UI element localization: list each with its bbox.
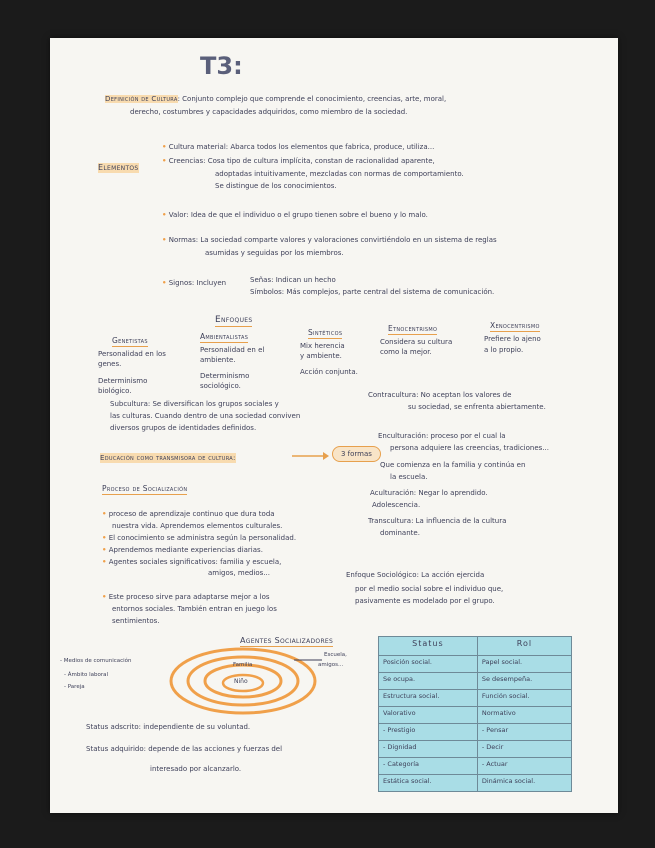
page-title: T3: bbox=[200, 52, 243, 80]
xenocentrismo-line: a lo propio. bbox=[484, 346, 524, 354]
ambientalistas-line: Personalidad en el bbox=[200, 346, 265, 354]
notebook-page bbox=[50, 38, 618, 813]
transcultura-line2: dominante. bbox=[380, 529, 420, 537]
ambito-label: - Ámbito laboral bbox=[64, 672, 109, 678]
normas-line2: asumidas y seguidas por los miembros. bbox=[205, 249, 344, 257]
etnocentrismo-head: Etnocentrismo bbox=[388, 324, 438, 333]
senas-item: Señas: Indican un hecho bbox=[250, 276, 336, 284]
table-header-status: Status bbox=[379, 637, 478, 656]
subcultura-line1: Subcultura: Se diversifican los grupos sociales y bbox=[110, 400, 279, 408]
table-cell: Se ocupa. bbox=[379, 673, 478, 690]
proceso-b1b: nuestra vida. Aprendemos elementos culturales. bbox=[112, 522, 283, 530]
enfoque-sociologico-line2: por el medio social sobre el individuo que, bbox=[355, 585, 504, 593]
ambientalistas-line: sociológico. bbox=[200, 382, 241, 390]
table-row bbox=[379, 741, 572, 758]
signos-label: • Signos: Incluyen bbox=[162, 279, 227, 287]
xenocentrismo-line: Prefiere lo ajeno bbox=[484, 335, 541, 343]
tres-formas-badge: 3 formas bbox=[332, 446, 381, 462]
sinteticos-line: Mix herencia bbox=[300, 342, 345, 350]
pareja-label: - Pareja bbox=[64, 684, 85, 690]
definicion-line2: derecho, costumbres y capacidades adquiridos, como miembro de la sociedad. bbox=[130, 108, 408, 116]
table-cell: - Actuar bbox=[477, 758, 571, 775]
elementos-label: Elementos bbox=[98, 163, 139, 172]
creencias-line2: adoptadas intuitivamente, mezcladas con normas de comportamiento. bbox=[215, 170, 464, 178]
proceso-b5c: sentimientos. bbox=[112, 617, 160, 625]
table-row bbox=[379, 690, 572, 707]
etnocentrismo-line: como la mejor. bbox=[380, 348, 432, 356]
table-cell: Dinámica social. bbox=[477, 775, 571, 792]
normas-line1: • Normas: La sociedad comparte valores y valoraciones convirtiéndolo en un sistema de reglas bbox=[162, 236, 497, 244]
table-cell: - Prestigio bbox=[379, 724, 478, 741]
genetistas-line: Determinismo bbox=[98, 377, 148, 385]
subcultura-line3: diversos grupos de identidades definidos. bbox=[110, 424, 257, 432]
table-cell: - Dignidad bbox=[379, 741, 478, 758]
status-rol-table bbox=[378, 636, 572, 792]
status-adscrito: Status adscrito: independiente de su voluntad. bbox=[86, 723, 251, 731]
enculturacion-line3: Que comienza en la familia y continúa en bbox=[380, 461, 526, 469]
table-cell: Valorativo bbox=[379, 707, 478, 724]
genetistas-line: genes. bbox=[98, 360, 122, 368]
status-adquirido-line2: interesado por alcanzarlo. bbox=[150, 765, 242, 773]
sinteticos-line: y ambiente. bbox=[300, 352, 342, 360]
table-row bbox=[379, 707, 572, 724]
table-cell: - Categoría bbox=[379, 758, 478, 775]
sinteticos-head: Sintéticos bbox=[308, 328, 343, 337]
sinteticos-line: Acción conjunta. bbox=[300, 368, 358, 376]
genetistas-line: Personalidad en los bbox=[98, 350, 166, 358]
genetistas-head: Genetistas bbox=[112, 336, 148, 345]
genetistas-line: biológico. bbox=[98, 387, 132, 395]
familia-label: Familia bbox=[233, 662, 253, 668]
ambientalistas-head: Ambientalistas bbox=[200, 332, 249, 341]
contracultura-line2: su sociedad, se enfrenta abiertamente. bbox=[408, 403, 546, 411]
creencias-line1: • Creencias: Cosa tipo de cultura implícita, constan de racionalidad aparente, bbox=[162, 157, 435, 165]
table-cell: Función social. bbox=[477, 690, 571, 707]
amigos-label: amigos... bbox=[318, 662, 344, 668]
table-cell: Normativo bbox=[477, 707, 571, 724]
agentes-heading: Agentes Socializadores bbox=[240, 636, 334, 645]
proceso-b4b: amigos, medios... bbox=[208, 569, 270, 577]
status-adquirido-line1: Status adquirido: depende de las acciones y fuerzas del bbox=[86, 745, 283, 753]
medios-label: - Medios de comunicación bbox=[60, 658, 132, 664]
subcultura-line2: las culturas. Cuando dentro de una sociedad conviven bbox=[110, 412, 301, 420]
table-cell: Papel social. bbox=[477, 656, 571, 673]
arrow-right-icon bbox=[290, 449, 330, 463]
etnocentrismo-line: Considera su cultura bbox=[380, 338, 453, 346]
nino-label: Niño bbox=[234, 678, 248, 685]
cultura-material: • Cultura material: Abarca todos los elementos que fabrica, produce, utiliza... bbox=[162, 143, 435, 151]
table-row bbox=[379, 724, 572, 741]
proceso-b3: • Aprendemos mediante experiencias diarias. bbox=[102, 546, 263, 554]
enculturacion-line4: la escuela. bbox=[390, 473, 428, 481]
table-cell: Se desempeña. bbox=[477, 673, 571, 690]
contracultura-line1: Contracultura: No aceptan los valores de bbox=[368, 391, 512, 399]
aculturacion-line1: Aculturación: Negar lo aprendido. bbox=[370, 489, 488, 497]
table-header-rol: Rol bbox=[477, 637, 571, 656]
enfoque-sociologico-line3: pasivamente es modelado por el grupo. bbox=[355, 597, 495, 605]
table-row bbox=[379, 758, 572, 775]
table-cell: Estática social. bbox=[379, 775, 478, 792]
transcultura-line1: Transcultura: La influencia de la cultura bbox=[368, 517, 507, 525]
valor-item: • Valor: Idea de que el individuo o el grupo tienen sobre el bueno y lo malo. bbox=[162, 211, 428, 219]
definicion-label: Definición de Cultura bbox=[105, 95, 178, 103]
proceso-b4a: • Agentes sociales significativos: familia y escuela, bbox=[102, 558, 282, 566]
ambientalistas-line: Determinismo bbox=[200, 372, 250, 380]
ambientalistas-line: ambiente. bbox=[200, 356, 236, 364]
proceso-b5b: entornos sociales. También entran en juego los bbox=[112, 605, 277, 613]
definicion-line1: Definición de Cultura: Conjunto complejo que comprende el conocimiento, creencias, arte, moral, bbox=[105, 95, 447, 103]
creencias-line3: Se distingue de los conocimientos. bbox=[215, 182, 337, 190]
table-row bbox=[379, 656, 572, 673]
proceso-b1a: • proceso de aprendizaje continuo que dura toda bbox=[102, 510, 275, 518]
escuela-label: Escuela, bbox=[324, 652, 347, 658]
table-row bbox=[379, 775, 572, 792]
enculturacion-line1: Enculturación: proceso por el cual la bbox=[378, 432, 506, 440]
educacion-heading: Educación como transmisora de cultura: bbox=[100, 454, 236, 462]
table-row bbox=[379, 673, 572, 690]
table-cell: - Pensar bbox=[477, 724, 571, 741]
proceso-b2: • El conocimiento se administra según la personalidad. bbox=[102, 534, 297, 542]
proceso-b5a: • Este proceso sirve para adaptarse mejor a los bbox=[102, 593, 270, 601]
enfoques-heading: Enfoques bbox=[215, 315, 253, 325]
table-cell: - Decir bbox=[477, 741, 571, 758]
enculturacion-line2: persona adquiere las creencias, tradiciones... bbox=[390, 444, 549, 452]
enfoque-sociologico-line1: Enfoque Sociológico: La acción ejercida bbox=[346, 571, 485, 579]
simbolos-item: Símbolos: Más complejos, parte central del sistema de comunicación. bbox=[250, 288, 495, 296]
aculturacion-line2: Adolescencia. bbox=[372, 501, 421, 509]
table-cell: Estructura social. bbox=[379, 690, 478, 707]
xenocentrismo-head: Xenocentrismo bbox=[490, 321, 540, 330]
table-cell: Posición social. bbox=[379, 656, 478, 673]
proceso-heading: Proceso de Socialización bbox=[102, 484, 188, 493]
